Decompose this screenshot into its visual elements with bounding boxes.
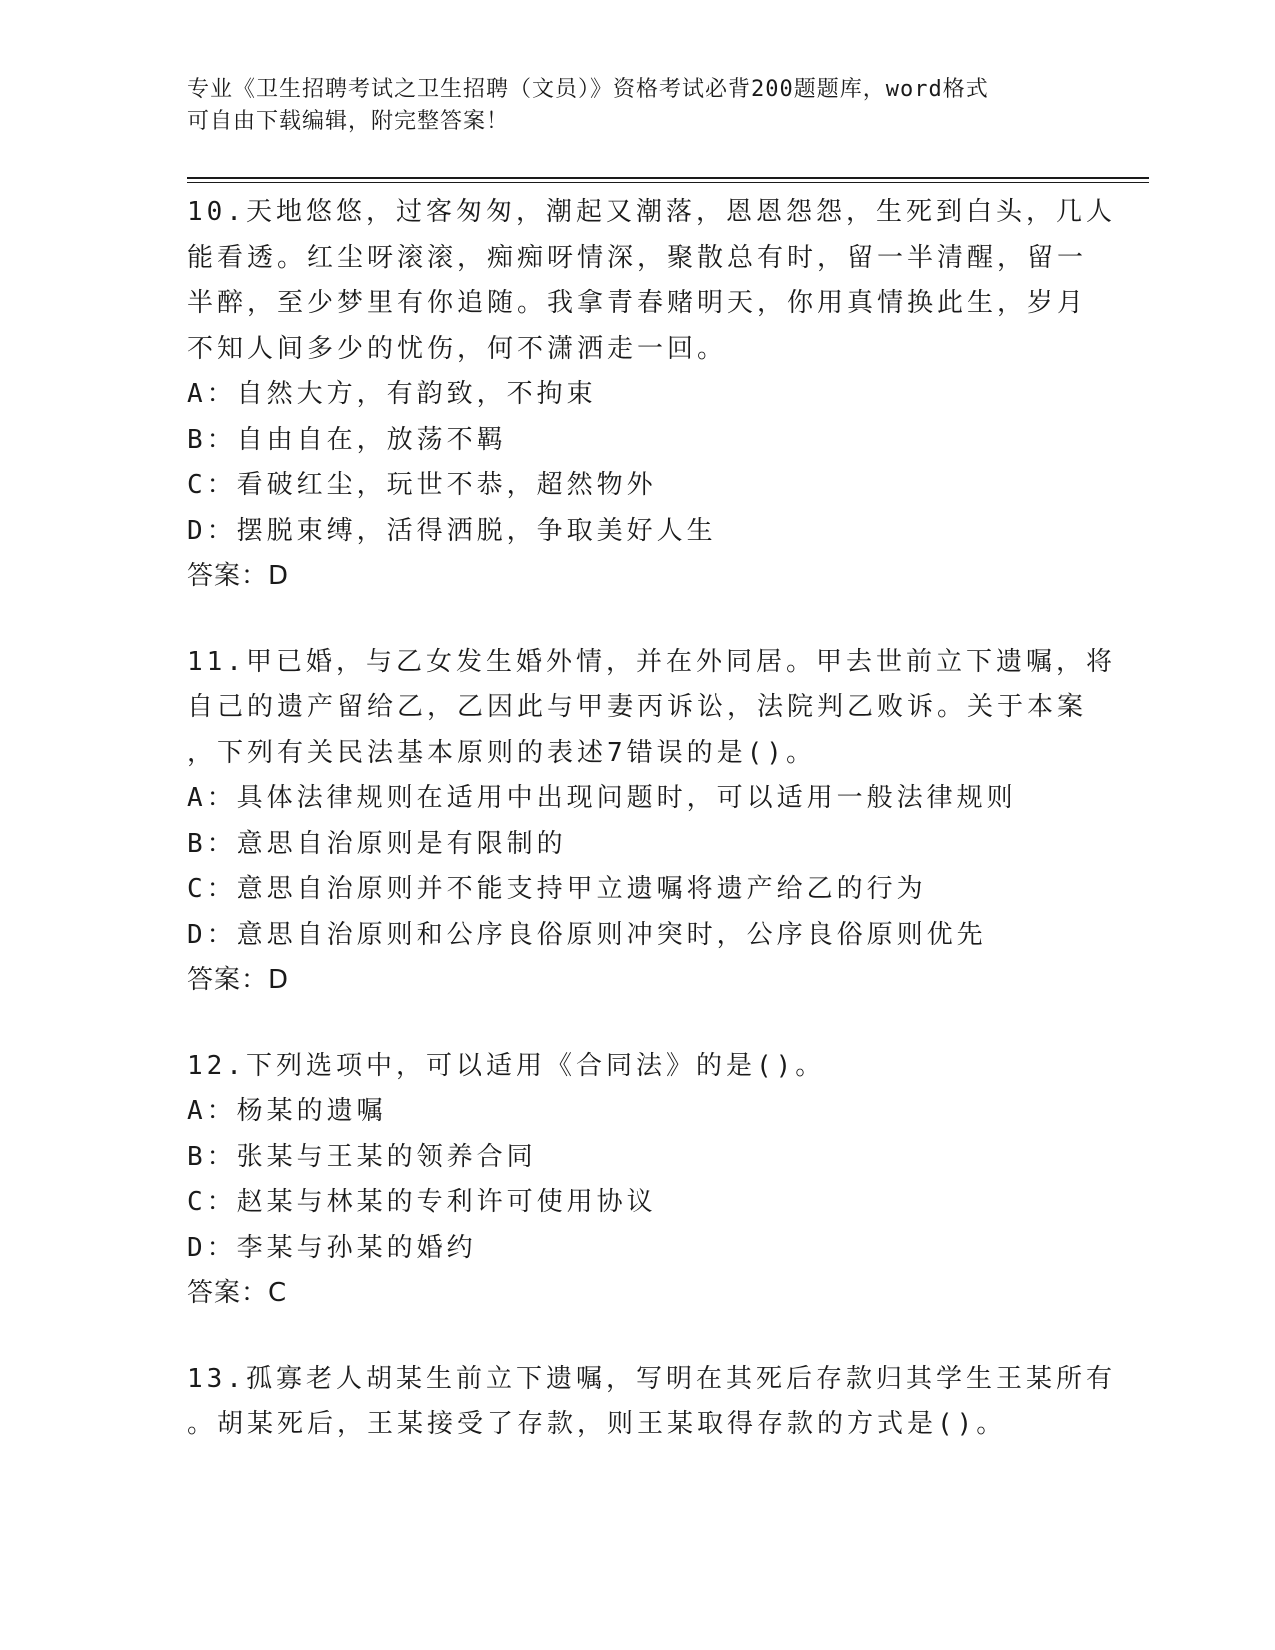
answer-line: 答案：C: [187, 1278, 288, 1308]
answer-line: 答案：D: [187, 561, 290, 591]
question-11: [187, 640, 1116, 1004]
header-line-1: 专业《卫生招聘考试之卫生招聘（文员）》资格考试必背200题题库，word格式: [187, 77, 989, 102]
question-text-line: 13.孤寡老人胡某生前立下遗嘱，写明在其死后存款归其学生王某所有: [187, 1363, 1116, 1394]
question-text-line: 。胡某死后，王某接受了存款，则王某取得存款的方式是()。: [187, 1409, 1007, 1439]
option-c: C：看破红尘，玩世不恭，超然物外: [187, 470, 657, 500]
question-10: [187, 190, 1116, 600]
option-a: A：杨某的遗嘱: [187, 1096, 387, 1126]
question-text-line: 11.甲已婚，与乙女发生婚外情，并在外同居。甲去世前立下遗嘱，将: [187, 646, 1116, 677]
option-a: A：自然大方，有韵致，不拘束: [187, 379, 597, 409]
question-text-line: ，下列有关民法基本原则的表述7错误的是()。: [187, 737, 816, 768]
header-line-2: 可自由下载编辑，附完整答案！: [187, 109, 510, 134]
option-b: B：张某与王某的领养合同: [187, 1141, 537, 1172]
answer-line: 答案：D: [187, 965, 290, 995]
question-13: [187, 1357, 1116, 1448]
option-b: B：意思自治原则是有限制的: [187, 828, 567, 859]
header-divider: [187, 177, 1149, 179]
option-c: C：赵某与林某的专利许可使用协议: [187, 1187, 657, 1217]
option-c: C：意思自治原则并不能支持甲立遗嘱将遗产给乙的行为: [187, 874, 927, 904]
document-header: [187, 74, 1067, 138]
option-d: D：摆脱束缚，活得洒脱，争取美好人生: [187, 515, 717, 546]
option-a: A：具体法律规则在适用中出现问题时，可以适用一般法律规则: [187, 783, 1017, 813]
question-list: [187, 190, 1116, 1488]
question-text-line: 不知人间多少的忧伤，何不潇洒走一回。: [187, 333, 728, 364]
header-divider-thin: [187, 182, 1149, 183]
question-text-line: 半醉，至少梦里有你追随。我拿青春赌明天，你用真情换此生，岁月: [187, 288, 1088, 318]
question-12: [187, 1044, 1067, 1317]
option-d: D：意思自治原则和公序良俗原则冲突时，公序良俗原则优先: [187, 919, 987, 950]
option-d: D：李某与孙某的婚约: [187, 1232, 477, 1263]
option-b: B：自由自在，放荡不羁: [187, 424, 507, 455]
question-text-line: 12.下列选项中，可以适用《合同法》的是()。: [187, 1050, 826, 1081]
question-text-line: 自己的遗产留给乙，乙因此与甲妻丙诉讼，法院判乙败诉。关于本案: [187, 692, 1088, 722]
question-text-line: 能看透。红尘呀滚滚，痴痴呀情深，聚散总有时，留一半清醒，留一: [187, 242, 1088, 273]
question-text-line: 10.天地悠悠，过客匆匆，潮起又潮落，恩恩怨怨，生死到白头，几人: [187, 197, 1116, 227]
